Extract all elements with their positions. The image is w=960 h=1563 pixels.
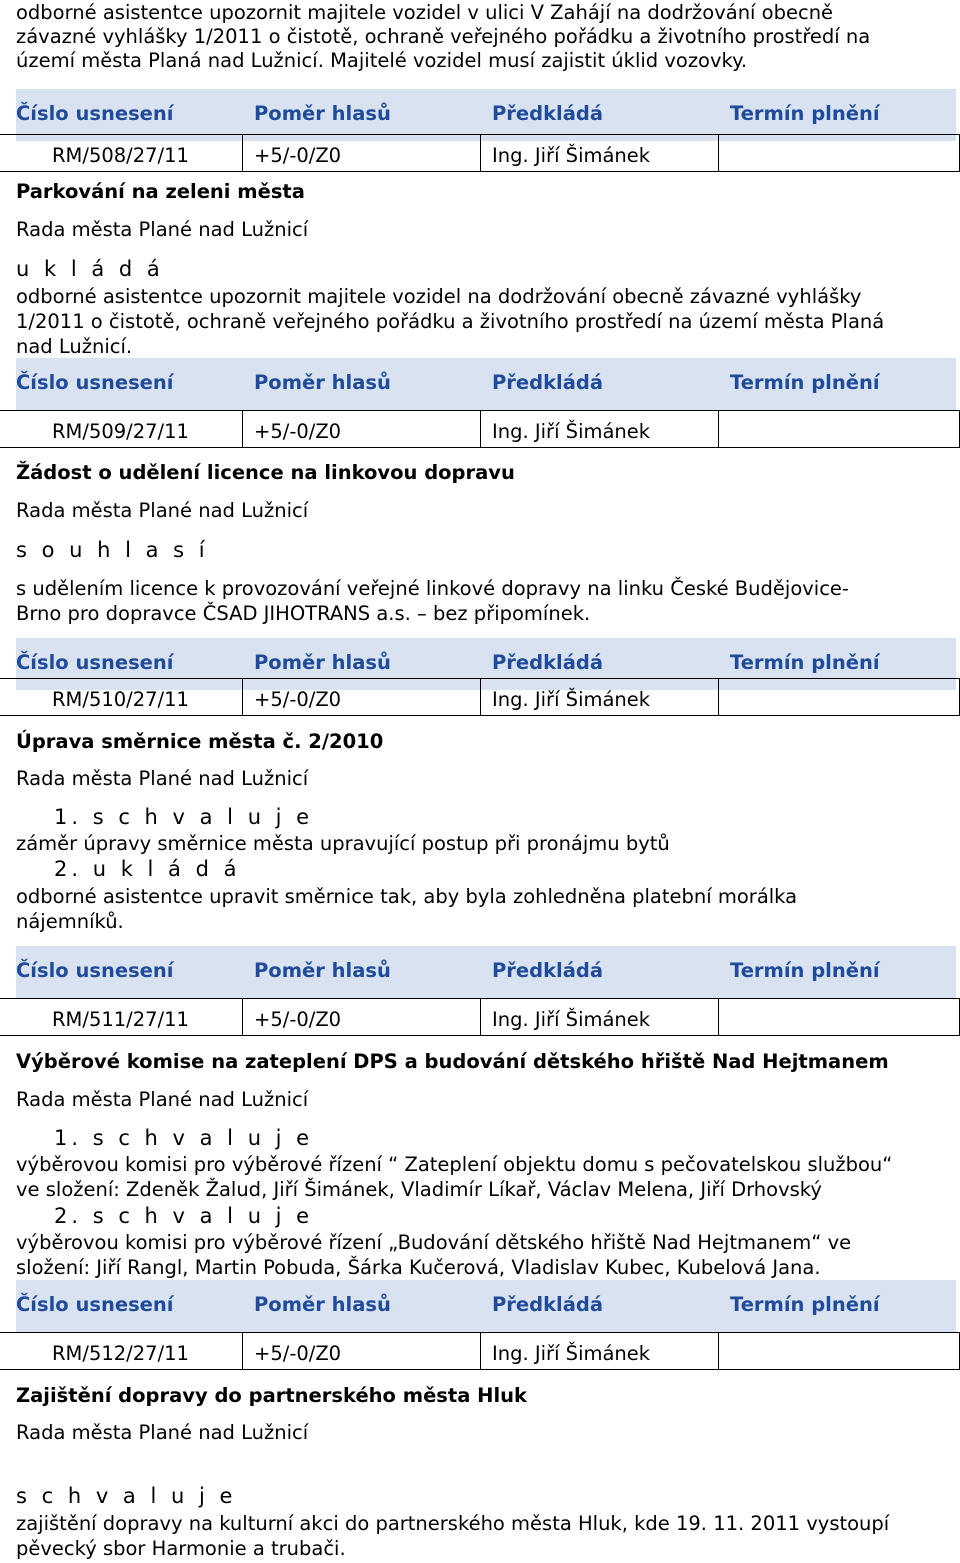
resolution-text: odborné asistentce upravit směrnice tak, aby byla zohledněna platební morálka (16, 885, 798, 908)
resolution-text: nájemníků. (16, 910, 124, 933)
resolution-text: zajištění dopravy na kulturní akci do partnerského města Hluk, kde 19. 11. 2011 vystoupí (16, 1512, 890, 1535)
resolution-body: Rada města Plané nad Lužnicí (16, 1421, 309, 1444)
resolution-number: RM/510/27/11 (52, 688, 189, 711)
resolution-verb: 1. s c h v a l u j e (54, 805, 314, 829)
vote-ratio: +5/-0/Z0 (254, 1342, 342, 1365)
intro-line: území města Planá nad Lužnicí. Majitelé vozidel musí zajistit úklid vozovky. (16, 49, 748, 72)
resolution-table-row (16, 1332, 956, 1370)
header-predklada: Předkládá (492, 371, 604, 394)
presenter: Ing. Jiří Šimánek (492, 420, 651, 443)
header-predklada: Předkládá (492, 102, 604, 125)
resolution-verb: 2. u k l á d á (54, 857, 241, 881)
header-pomer: Poměr hlasů (254, 371, 391, 394)
presenter: Ing. Jiří Šimánek (492, 144, 651, 167)
header-cislo: Číslo usnesení (16, 371, 174, 394)
resolution-text: výběrovou komisi pro výběrové řízení “ Zateplení objektu domu s pečovatelskou službou“ (16, 1153, 893, 1176)
resolution-title: Žádost o udělení licence na linkovou dopravu (16, 461, 515, 484)
resolution-table-row (16, 998, 956, 1036)
resolution-body: Rada města Plané nad Lužnicí (16, 218, 309, 241)
vote-ratio: +5/-0/Z0 (254, 688, 342, 711)
vote-ratio: +5/-0/Z0 (254, 1008, 342, 1031)
resolution-number: RM/512/27/11 (52, 1342, 189, 1365)
resolution-verb: u k l á d á (16, 257, 164, 281)
resolution-text: záměr úpravy směrnice města upravující postup při pronájmu bytů (16, 832, 670, 855)
header-pomer: Poměr hlasů (254, 1293, 391, 1316)
intro-line: odborné asistentce upozornit majitele vozidel v ulici V Zahájí na dodržování obecně (16, 1, 834, 24)
presenter: Ing. Jiří Šimánek (492, 1342, 651, 1365)
vote-ratio: +5/-0/Z0 (254, 420, 342, 443)
resolution-table-row (16, 410, 956, 448)
resolution-number: RM/509/27/11 (52, 420, 189, 443)
resolution-table-header (16, 358, 956, 410)
presenter: Ing. Jiří Šimánek (492, 688, 651, 711)
header-termin: Termín plnění (730, 102, 880, 125)
resolution-text: pěvecký sbor Harmonie a trubači. (16, 1537, 346, 1560)
vote-ratio: +5/-0/Z0 (254, 144, 342, 167)
resolution-verb: 1. s c h v a l u j e (54, 1126, 314, 1150)
header-cislo: Číslo usnesení (16, 651, 174, 674)
resolution-text: Brno pro dopravce ČSAD JIHOTRANS a.s. – bez připomínek. (16, 602, 591, 625)
resolution-number: RM/508/27/11 (52, 144, 189, 167)
resolution-number: RM/511/27/11 (52, 1008, 189, 1031)
resolution-text: nad Lužnicí. (16, 335, 133, 358)
header-termin: Termín plnění (730, 651, 880, 674)
header-pomer: Poměr hlasů (254, 959, 391, 982)
resolution-text: s udělením licence k provozování veřejné linkové dopravy na linku České Budějovice- (16, 577, 849, 600)
resolution-verb: s o u h l a s í (16, 538, 209, 562)
resolution-table-row (16, 134, 956, 172)
resolution-verb: 2. s c h v a l u j e (54, 1204, 314, 1228)
header-pomer: Poměr hlasů (254, 102, 391, 125)
resolution-title: Parkování na zeleni města (16, 180, 305, 203)
presenter: Ing. Jiří Šimánek (492, 1008, 651, 1031)
resolution-text: odborné asistentce upozornit majitele vozidel na dodržování obecně závazné vyhlášky (16, 285, 862, 308)
header-cislo: Číslo usnesení (16, 959, 174, 982)
header-predklada: Předkládá (492, 959, 604, 982)
resolution-table-header (16, 946, 956, 998)
resolution-body: Rada města Plané nad Lužnicí (16, 767, 309, 790)
header-pomer: Poměr hlasů (254, 651, 391, 674)
resolution-title: Zajištění dopravy do partnerského města Hluk (16, 1384, 528, 1407)
header-cislo: Číslo usnesení (16, 1293, 174, 1316)
resolution-text: ve složení: Zdeněk Žalud, Jiří Šimánek, Vladimír Líkař, Václav Melena, Jiří Drhovský (16, 1178, 822, 1201)
resolution-text: výběrovou komisi pro výběrové řízení „Budování dětského hřiště Nad Hejtmanem“ ve (16, 1231, 852, 1254)
resolution-verb: s c h v a l u j e (16, 1484, 237, 1508)
resolution-text: složení: Jiří Rangl, Martin Pobuda, Šárka Kučerová, Vladislav Kubec, Kubelová Jana. (16, 1256, 821, 1279)
resolution-title: Výběrové komise na zateplení DPS a budování dětského hřiště Nad Hejtmanem (16, 1050, 889, 1073)
resolution-text: 1/2011 o čistotě, ochraně veřejného pořádku a životního prostředí na území města Planá (16, 310, 885, 333)
header-termin: Termín plnění (730, 1293, 880, 1316)
intro-line: závazné vyhlášky 1/2011 o čistotě, ochraně veřejného pořádku a životního prostředí na (16, 25, 871, 48)
header-cislo: Číslo usnesení (16, 102, 174, 125)
resolution-body: Rada města Plané nad Lužnicí (16, 499, 309, 522)
header-predklada: Předkládá (492, 1293, 604, 1316)
header-termin: Termín plnění (730, 959, 880, 982)
resolution-table-row (16, 678, 956, 716)
resolution-table-header (16, 1280, 956, 1332)
header-termin: Termín plnění (730, 371, 880, 394)
resolution-body: Rada města Plané nad Lužnicí (16, 1088, 309, 1111)
header-predklada: Předkládá (492, 651, 604, 674)
resolution-title: Úprava směrnice města č. 2/2010 (16, 730, 384, 753)
